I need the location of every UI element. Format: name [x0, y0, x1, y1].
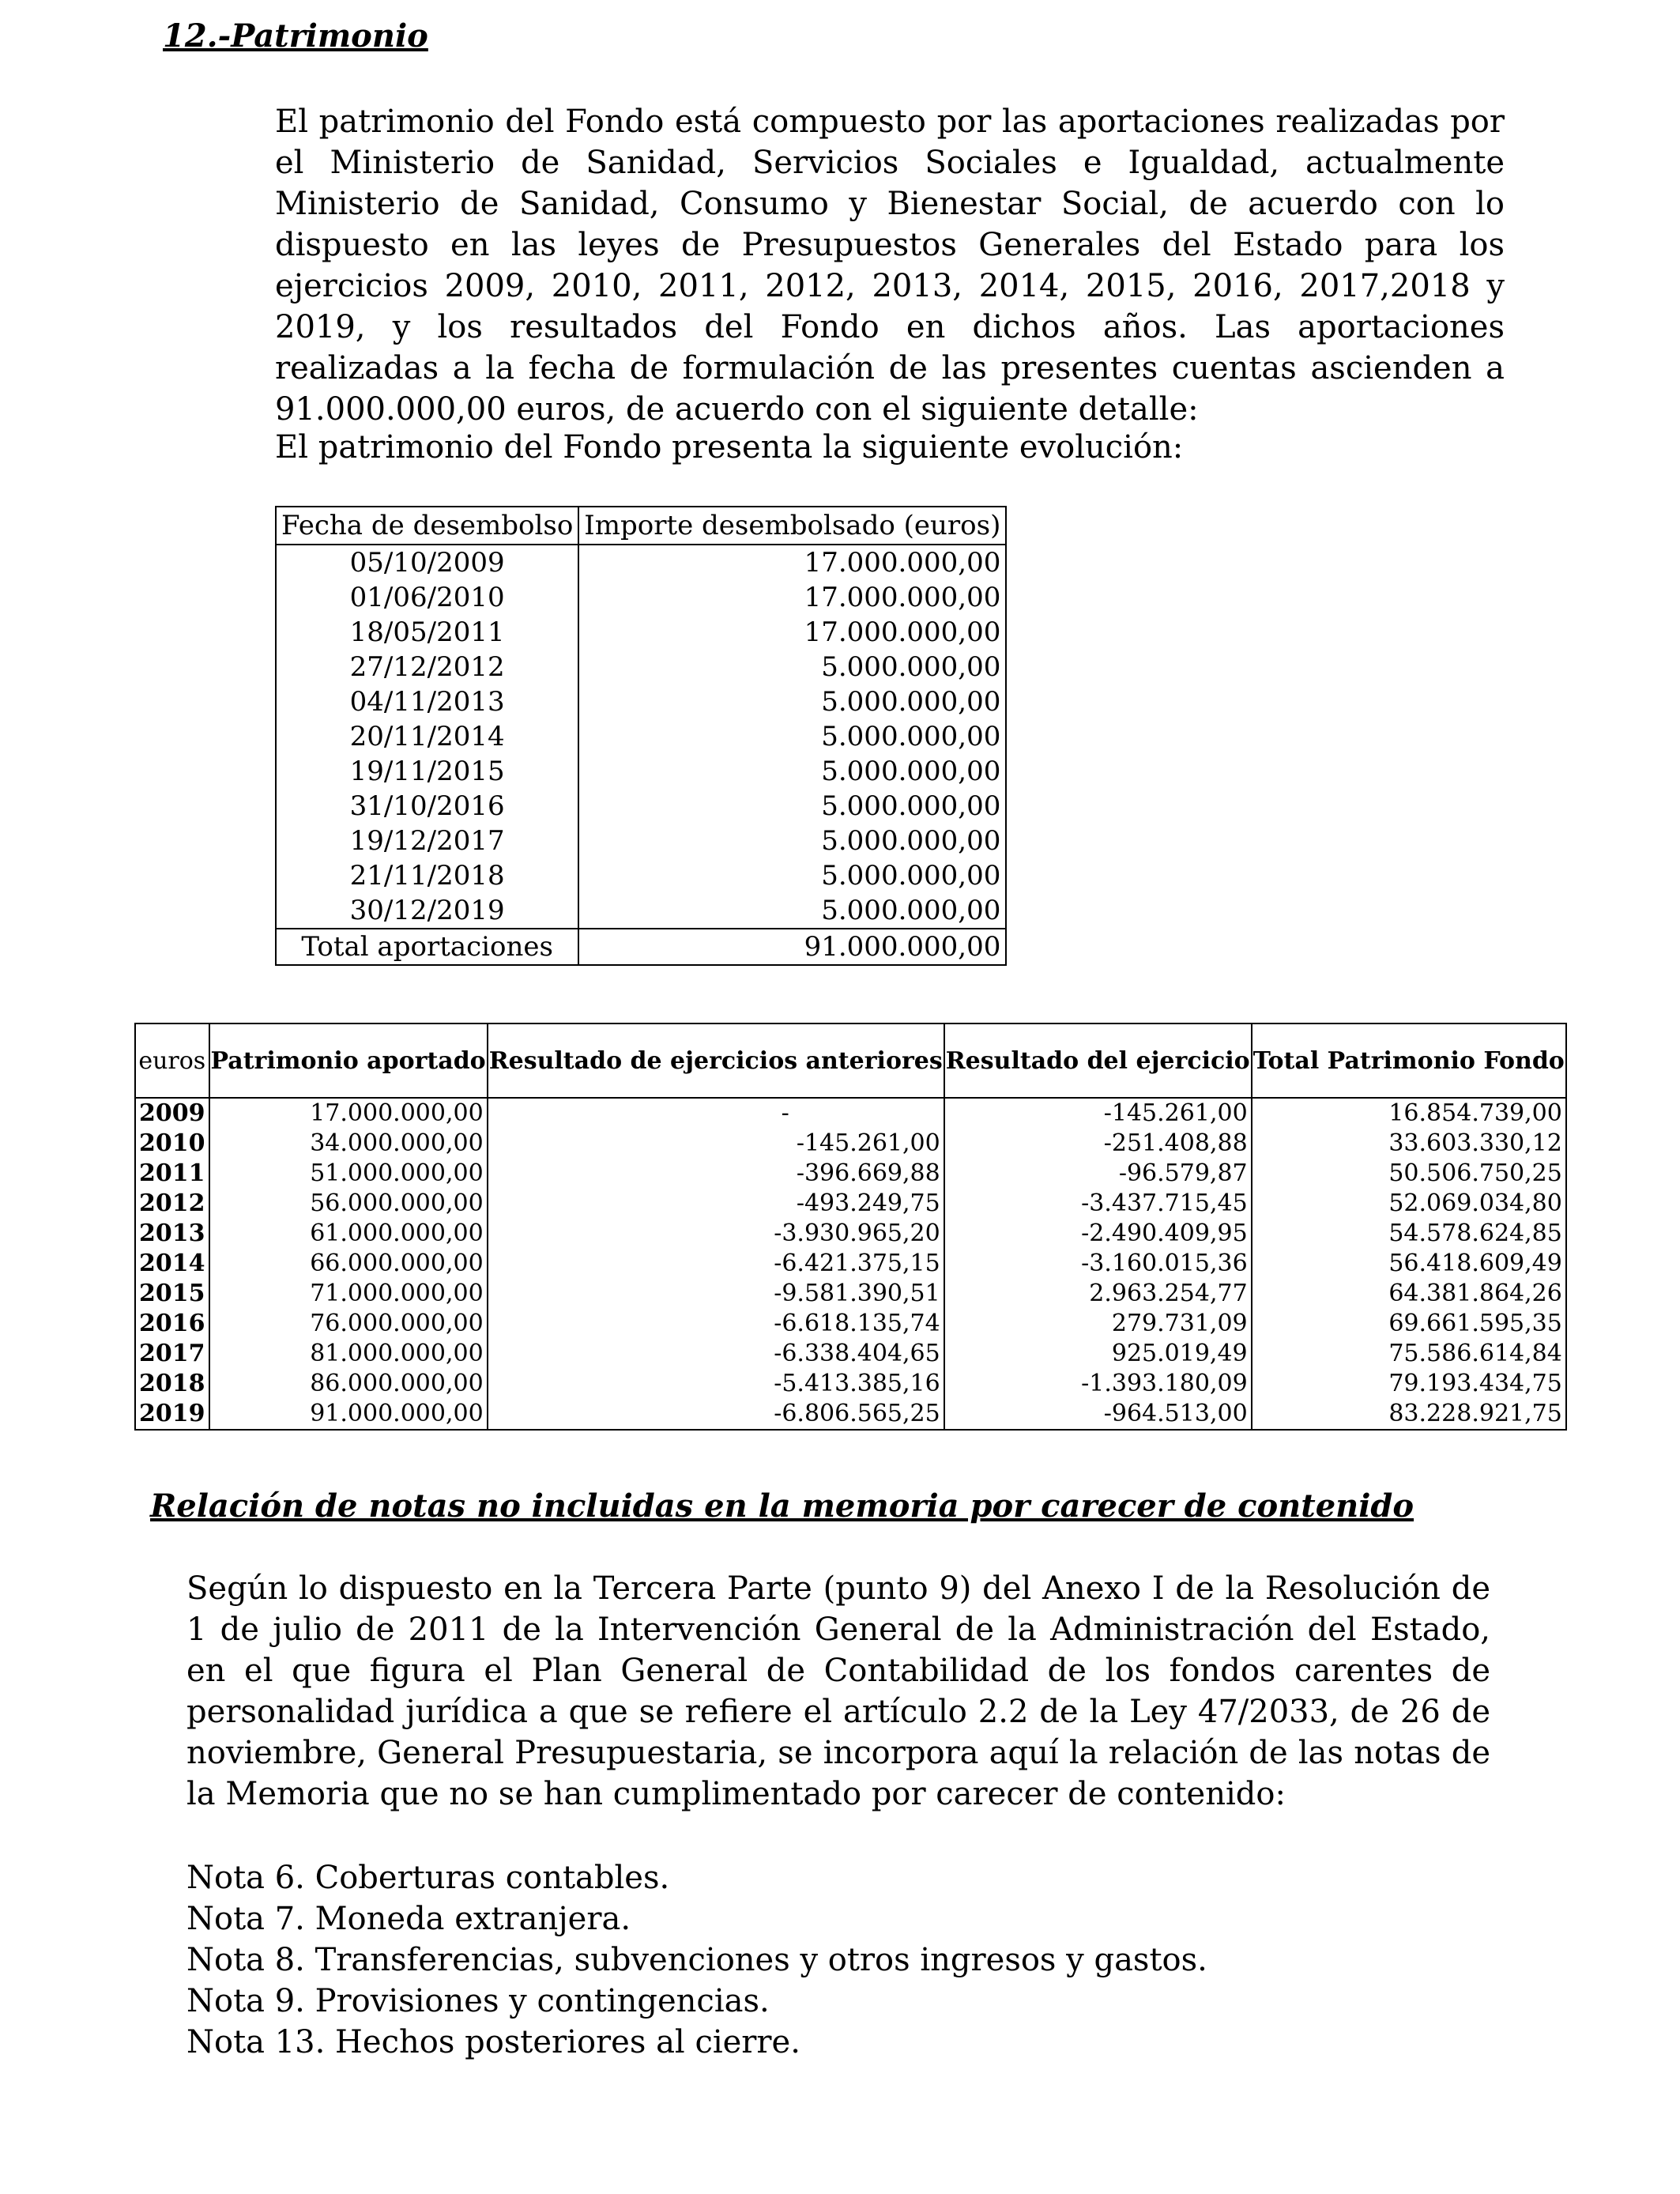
- table-row: [276, 789, 1006, 824]
- value-cell: 33.603.330,12: [1252, 1129, 1566, 1159]
- table-row: [276, 893, 1006, 929]
- value-cell: 34.000.000,00: [209, 1129, 488, 1159]
- table-row: [276, 615, 1006, 650]
- value-cell: -145.261,00: [488, 1129, 944, 1159]
- date-cell: 19/12/2017: [276, 824, 578, 858]
- note-item: Nota 9. Provisiones y contingencias.: [186, 1983, 770, 2019]
- table-row: [135, 1219, 1566, 1249]
- column-header: Patrimonio aportado: [209, 1023, 488, 1098]
- value-cell: -: [488, 1098, 944, 1129]
- year-cell: 2009: [135, 1098, 209, 1129]
- note-item: Nota 13. Hechos posteriores al cierre.: [186, 2024, 800, 2060]
- amount-cell: 5.000.000,00: [578, 893, 1006, 929]
- table-row: [135, 1339, 1566, 1369]
- value-cell: -6.421.375,15: [488, 1249, 944, 1279]
- table-row: [135, 1399, 1566, 1430]
- value-cell: -6.806.565,25: [488, 1399, 944, 1430]
- patrimonio-paragraph: El patrimonio del Fondo está compuesto por las aportaciones realizadas por el Ministerio de Sanidad, Servicios Sociales e Igualdad, actualmente Ministerio de Sanidad, Consumo y Bienestar Social, de acuerdo con lo dispuesto en las leyes de Presupuestos Generales del Estado para los ejercicios 2009, 2010, 2011, 2012, 2013, 2014, 2015, 2016, 2017,2018 y 2019, y los resultados del Fondo en dichos años. Las aportaciones realizadas a la fecha de formulación de las presentes cuentas ascienden a 91.000.000,00 euros, de acuerdo con el siguiente detalle:: [275, 104, 1505, 428]
- table-row: [276, 754, 1006, 789]
- date-cell: 20/11/2014: [276, 719, 578, 754]
- table-row: [135, 1249, 1566, 1279]
- value-cell: 16.854.739,00: [1252, 1098, 1566, 1129]
- value-cell: 76.000.000,00: [209, 1309, 488, 1339]
- table-row: [135, 1189, 1566, 1219]
- disbursement-table: [275, 506, 1007, 966]
- value-cell: 91.000.000,00: [209, 1399, 488, 1430]
- table-row: [135, 1309, 1566, 1339]
- amount-cell: 5.000.000,00: [578, 824, 1006, 858]
- year-cell: 2017: [135, 1339, 209, 1369]
- date-cell: 31/10/2016: [276, 789, 578, 824]
- table-row: [135, 1159, 1566, 1189]
- year-cell: 2019: [135, 1399, 209, 1430]
- date-cell: 01/06/2010: [276, 580, 578, 615]
- value-cell: -5.413.385,16: [488, 1369, 944, 1399]
- table-row: [135, 1098, 1566, 1129]
- value-cell: -145.261,00: [944, 1098, 1252, 1129]
- date-cell: 18/05/2011: [276, 615, 578, 650]
- table-row: [276, 719, 1006, 754]
- date-cell: 05/10/2009: [276, 545, 578, 580]
- value-cell: 71.000.000,00: [209, 1279, 488, 1309]
- value-cell: 50.506.750,25: [1252, 1159, 1566, 1189]
- value-cell: 61.000.000,00: [209, 1219, 488, 1249]
- year-cell: 2012: [135, 1189, 209, 1219]
- date-cell: 30/12/2019: [276, 893, 578, 929]
- amount-cell: 5.000.000,00: [578, 650, 1006, 684]
- value-cell: 17.000.000,00: [209, 1098, 488, 1129]
- value-cell: -3.437.715,45: [944, 1189, 1252, 1219]
- value-cell: 54.578.624,85: [1252, 1219, 1566, 1249]
- amount-cell: 17.000.000,00: [578, 580, 1006, 615]
- value-cell: -3.160.015,36: [944, 1249, 1252, 1279]
- value-cell: 86.000.000,00: [209, 1369, 488, 1399]
- value-cell: 2.963.254,77: [944, 1279, 1252, 1309]
- value-cell: 56.418.609,49: [1252, 1249, 1566, 1279]
- value-cell: 79.193.434,75: [1252, 1369, 1566, 1399]
- value-cell: 56.000.000,00: [209, 1189, 488, 1219]
- year-cell: 2015: [135, 1279, 209, 1309]
- table-row: [135, 1279, 1566, 1309]
- year-cell: 2016: [135, 1309, 209, 1339]
- section-heading: 12.-Patrimonio: [163, 17, 428, 55]
- table-row: [135, 1369, 1566, 1399]
- value-cell: -493.249,75: [488, 1189, 944, 1219]
- value-cell: -3.930.965,20: [488, 1219, 944, 1249]
- table-row: [276, 824, 1006, 858]
- total-label: Total aportaciones: [276, 929, 578, 965]
- year-cell: 2011: [135, 1159, 209, 1189]
- table-row: [276, 684, 1006, 719]
- table-row: [135, 1129, 1566, 1159]
- total-amount: 91.000.000,00: [578, 929, 1006, 965]
- value-cell: 51.000.000,00: [209, 1159, 488, 1189]
- amount-cell: 5.000.000,00: [578, 719, 1006, 754]
- table-row: [276, 580, 1006, 615]
- amount-cell: 5.000.000,00: [578, 684, 1006, 719]
- amount-cell: 5.000.000,00: [578, 858, 1006, 893]
- value-cell: 83.228.921,75: [1252, 1399, 1566, 1430]
- value-cell: -964.513,00: [944, 1399, 1252, 1430]
- amount-cell: 5.000.000,00: [578, 754, 1006, 789]
- date-cell: 21/11/2018: [276, 858, 578, 893]
- year-cell: 2014: [135, 1249, 209, 1279]
- value-cell: -1.393.180,09: [944, 1369, 1252, 1399]
- year-cell: 2013: [135, 1219, 209, 1249]
- value-cell: 279.731,09: [944, 1309, 1252, 1339]
- value-cell: -2.490.409,95: [944, 1219, 1252, 1249]
- value-cell: 52.069.034,80: [1252, 1189, 1566, 1219]
- value-cell: 925.019,49: [944, 1339, 1252, 1369]
- note-item: Nota 6. Coberturas contables.: [186, 1860, 670, 1896]
- amount-cell: 5.000.000,00: [578, 789, 1006, 824]
- equity-evolution-table: [134, 1023, 1567, 1431]
- note-item: Nota 7. Moneda extranjera.: [186, 1901, 631, 1937]
- column-header: Total Patrimonio Fondo: [1252, 1023, 1566, 1098]
- column-header: Resultado de ejercicios anteriores: [488, 1023, 944, 1098]
- date-cell: 19/11/2015: [276, 754, 578, 789]
- value-cell: -251.408,88: [944, 1129, 1252, 1159]
- value-cell: 64.381.864,26: [1252, 1279, 1566, 1309]
- notes-heading: Relación de notas no incluidas en la memoria por carecer de contenido: [150, 1487, 1414, 1525]
- value-cell: -396.669,88: [488, 1159, 944, 1189]
- value-cell: -6.338.404,65: [488, 1339, 944, 1369]
- table-row: [276, 650, 1006, 684]
- value-cell: -6.618.135,74: [488, 1309, 944, 1339]
- amount-cell: 17.000.000,00: [578, 615, 1006, 650]
- total-row: [276, 929, 1006, 965]
- value-cell: -9.581.390,51: [488, 1279, 944, 1309]
- value-cell: 69.661.595,35: [1252, 1309, 1566, 1339]
- notes-paragraph: Según lo dispuesto en la Tercera Parte (punto 9) del Anexo I de la Resolución de 1 de julio de 2011 de la Intervención General de la Administración del Estado, en el que figura el Plan General de Contabilidad de los fondos carentes de personalidad jurídica a que se refiere el artículo 2.2 de la Ley 47/2033, de 26 de noviembre, General Presupuestaria, se incorpora aquí la relación de las notas de la Memoria que no se han cumplimentado por carecer de contenido:: [186, 1570, 1490, 1812]
- column-header: Importe desembolsado (euros): [578, 507, 1006, 545]
- table-row: [276, 545, 1006, 580]
- date-cell: 27/12/2012: [276, 650, 578, 684]
- column-header: euros: [135, 1023, 209, 1098]
- value-cell: 81.000.000,00: [209, 1339, 488, 1369]
- amount-cell: 17.000.000,00: [578, 545, 1006, 580]
- table-row: [276, 858, 1006, 893]
- date-cell: 04/11/2013: [276, 684, 578, 719]
- column-header: Fecha de desembolso: [276, 507, 578, 545]
- note-item: Nota 8. Transferencias, subvenciones y otros ingresos y gastos.: [186, 1942, 1207, 1978]
- year-cell: 2010: [135, 1129, 209, 1159]
- value-cell: -96.579,87: [944, 1159, 1252, 1189]
- evolucion-paragraph: El patrimonio del Fondo presenta la siguiente evolución:: [275, 429, 1184, 466]
- value-cell: 75.586.614,84: [1252, 1339, 1566, 1369]
- notes-list: [186, 1857, 1207, 2063]
- value-cell: 66.000.000,00: [209, 1249, 488, 1279]
- column-header: Resultado del ejercicio: [944, 1023, 1252, 1098]
- year-cell: 2018: [135, 1369, 209, 1399]
